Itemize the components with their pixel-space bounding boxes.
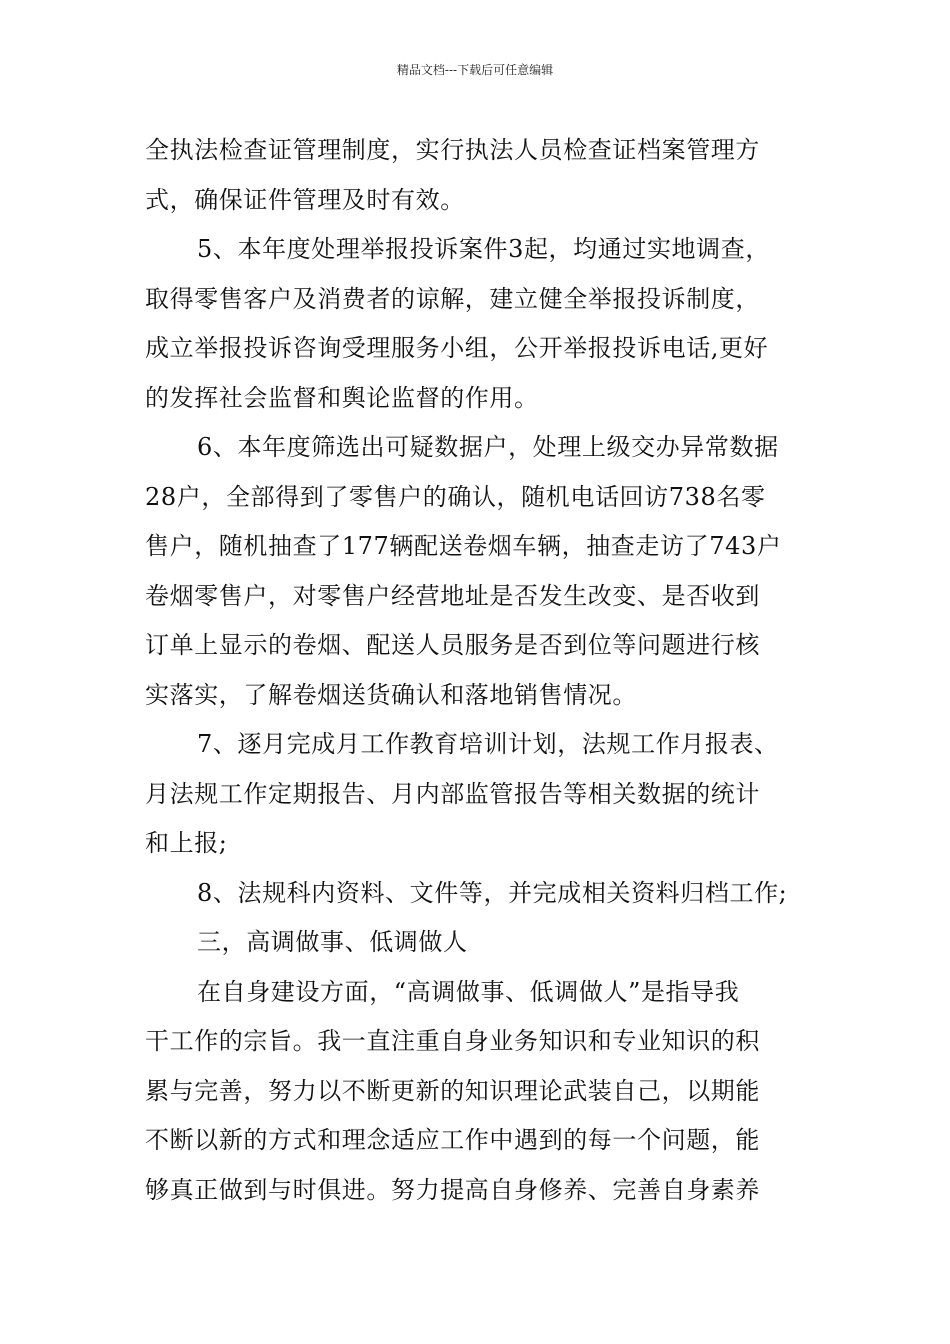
text-line: 售户，随机抽查了177辆配送卷烟车辆，抽查走访了743户 (145, 532, 782, 560)
document-body (145, 126, 807, 1215)
text-line: 卷烟零售户，对零售户经营地址是否发生改变、是否收到 (145, 581, 760, 610)
text-line: 和上报; (145, 829, 228, 857)
text-line: 式，确保证件管理及时有效。 (145, 185, 465, 214)
text-line: 全执法检查证管理制度，实行执法人员检查证档案管理方 (145, 136, 760, 164)
text-line: 三，高调做事、低调做人 (197, 928, 468, 956)
text-line: 订单上显示的卷烟、配送人员服务是否到位等问题进行核 (145, 631, 760, 659)
text-line: 成立举报投诉咨询受理服务小组，公开举报投诉电话,更好 (145, 334, 769, 362)
text-line: 28户，全部得到了零售户的确认，随机电话回访738名零 (145, 482, 766, 511)
text-line: 月法规工作定期报告、月内部监管报告等相关数据的统计 (145, 779, 760, 808)
text-line: 7、逐月完成月工作教育培训计划，法规工作月报表、 (197, 730, 779, 758)
text-line: 的发挥社会监督和舆论监督的作用。 (145, 383, 539, 412)
text-line: 8、法规科内资料、文件等，并完成相关资料归档工作; (197, 878, 788, 907)
text-line: 在自身建设方面，“高调做事、低调做人”是指导我 (197, 977, 740, 1006)
text-line: 6、本年度筛选出可疑数据户，处理上级交办异常数据 (197, 433, 779, 461)
text-line: 5、本年度处理举报投诉案件3起，均通过实地调查， (197, 235, 770, 263)
text-line: 取得零售客户及消费者的谅解，建立健全举报投诉制度， (145, 284, 760, 313)
text-line: 累与完善，努力以不断更新的知识理论武装自己，以期能 (145, 1076, 760, 1105)
text-line: 干工作的宗旨。我一直注重自身业务知识和专业知识的积 (145, 1027, 760, 1055)
text-line: 不断以新的方式和理念适应工作中遇到的每一个问题，能 (145, 1126, 760, 1154)
page-header: 精品文档---下载后可任意编辑 (396, 63, 554, 77)
text-line: 够真正做到与时俱进。努力提高自身修养、完善自身素养 (145, 1175, 760, 1204)
text-line: 实落实，了解卷烟送货确认和落地销售情况。 (145, 680, 637, 709)
